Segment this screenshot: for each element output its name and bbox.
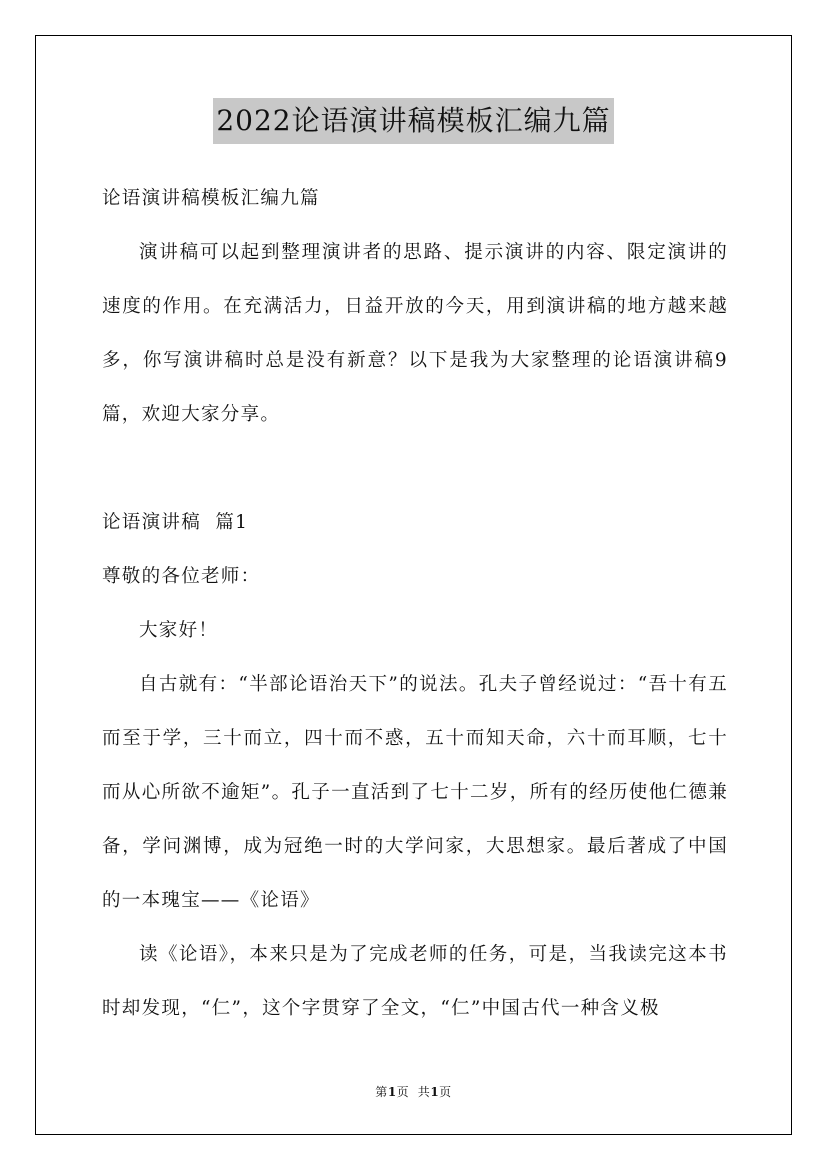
document-body xyxy=(102,172,728,1036)
footer-middle: 页 共 xyxy=(396,1085,431,1099)
page-footer xyxy=(0,1083,827,1101)
body-paragraph: 读《论语》，本来只是为了完成老师的任务，可是，当我读完这本书时却发现，“仁”，这个字贯穿了全文，“仁”中国古代一种含义极 xyxy=(102,944,728,1019)
footer-prefix: 第 xyxy=(375,1085,388,1099)
document-subtitle: 论语演讲稿模板汇编九篇 xyxy=(102,188,320,209)
footer-suffix: 页 xyxy=(439,1085,452,1099)
section-heading: 论语演讲稿 篇1 xyxy=(102,512,249,533)
document-title: 2022论语演讲稿模板汇编九篇 xyxy=(213,98,613,144)
blank-line xyxy=(102,442,728,496)
footer-current-page: 1 xyxy=(387,1085,397,1099)
intro-paragraph: 演讲稿可以起到整理演讲者的思路、提示演讲的内容、限定演讲的速度的作用。在充满活力，日益开放的今天，用到演讲稿的地方越来越多，你写演讲稿时总是没有新意？以下是我为大家整理的论语演讲稿9篇，欢迎大家分享。 xyxy=(102,242,728,425)
salutation: 尊敬的各位老师： xyxy=(102,566,261,587)
footer-total-pages: 1 xyxy=(430,1085,440,1099)
body-paragraph: 自古就有：“半部论语治天下”的说法。孔夫子曾经说过：“吾十有五而至于学，三十而立，四十而不惑，五十而知天命，六十而耳顺，七十而从心所欲不逾矩”。孔子一直活到了七十二岁，所有的经历使他仁德兼备，学问渊博，成为冠绝一时的大学问家，大思想家。最后著成了中国的一本瑰宝——《论语》 xyxy=(102,674,728,911)
title-container xyxy=(0,98,827,144)
greeting: 大家好！ xyxy=(139,620,219,641)
